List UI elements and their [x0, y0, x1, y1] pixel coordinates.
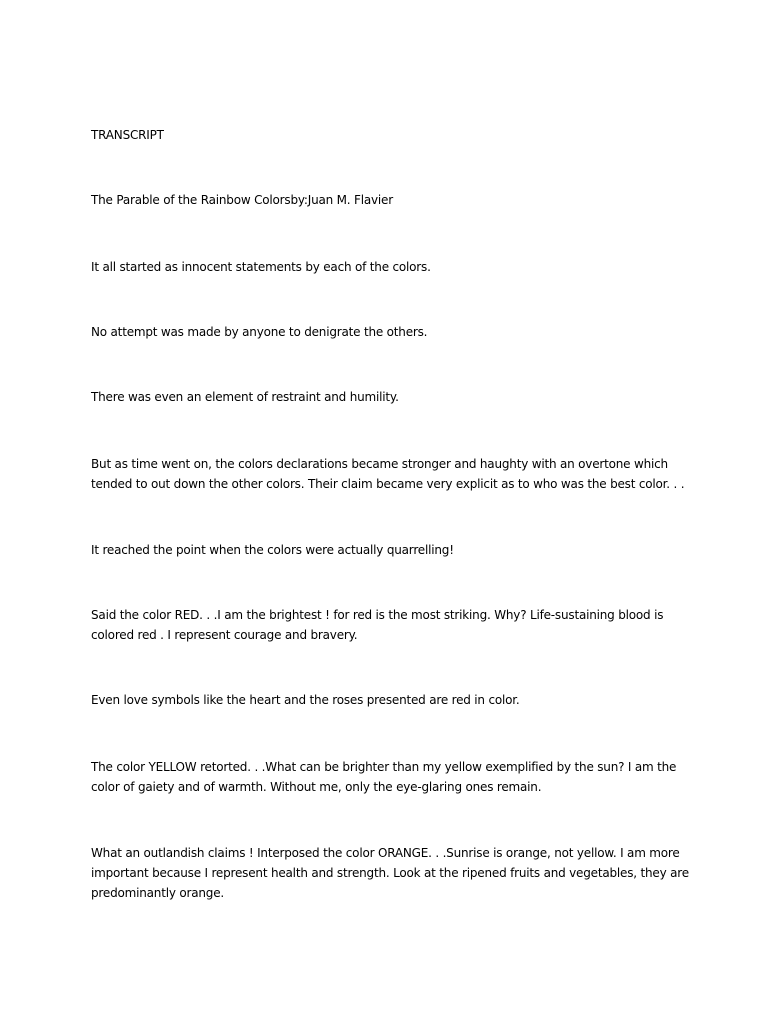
paragraph-6: Said the color RED. . .I am the brightest ! for red is the most striking. Why? Life-sustaining blood is colored red . I represent courage and bravery. — [91, 608, 664, 642]
paragraph-9: What an outlandish claims ! Interposed the color ORANGE. . .Sunrise is orange, not yellow. I am more important because I represent health and strength. Look at the ripened fruits and vegetables, they are predominantly orange. — [91, 846, 689, 900]
document-title: The Parable of the Rainbow Colorsby:Juan M. Flavier — [91, 193, 393, 207]
paragraph-3: There was even an element of restraint and humility. — [91, 390, 399, 404]
paragraph-8: The color YELLOW retorted. . .What can be brighter than my yellow exemplified by the sun? I am the color of gaiety and of warmth. Without me, only the eye-glaring ones remain. — [91, 760, 677, 794]
paragraph-7: Even love symbols like the heart and the roses presented are red in color. — [91, 693, 520, 707]
paragraph-2: No attempt was made by anyone to denigrate the others. — [91, 325, 428, 339]
paragraph-5: It reached the point when the colors were actually quarrelling! — [91, 543, 454, 557]
transcript-heading: TRANSCRIPT — [91, 128, 164, 142]
paragraph-1: It all started as innocent statements by each of the colors. — [91, 260, 431, 274]
paragraph-4: But as time went on, the colors declarations became stronger and haughty with an overtone which tended to out down the other colors. Their claim became very explicit as to who was the best color. . . — [91, 457, 685, 491]
